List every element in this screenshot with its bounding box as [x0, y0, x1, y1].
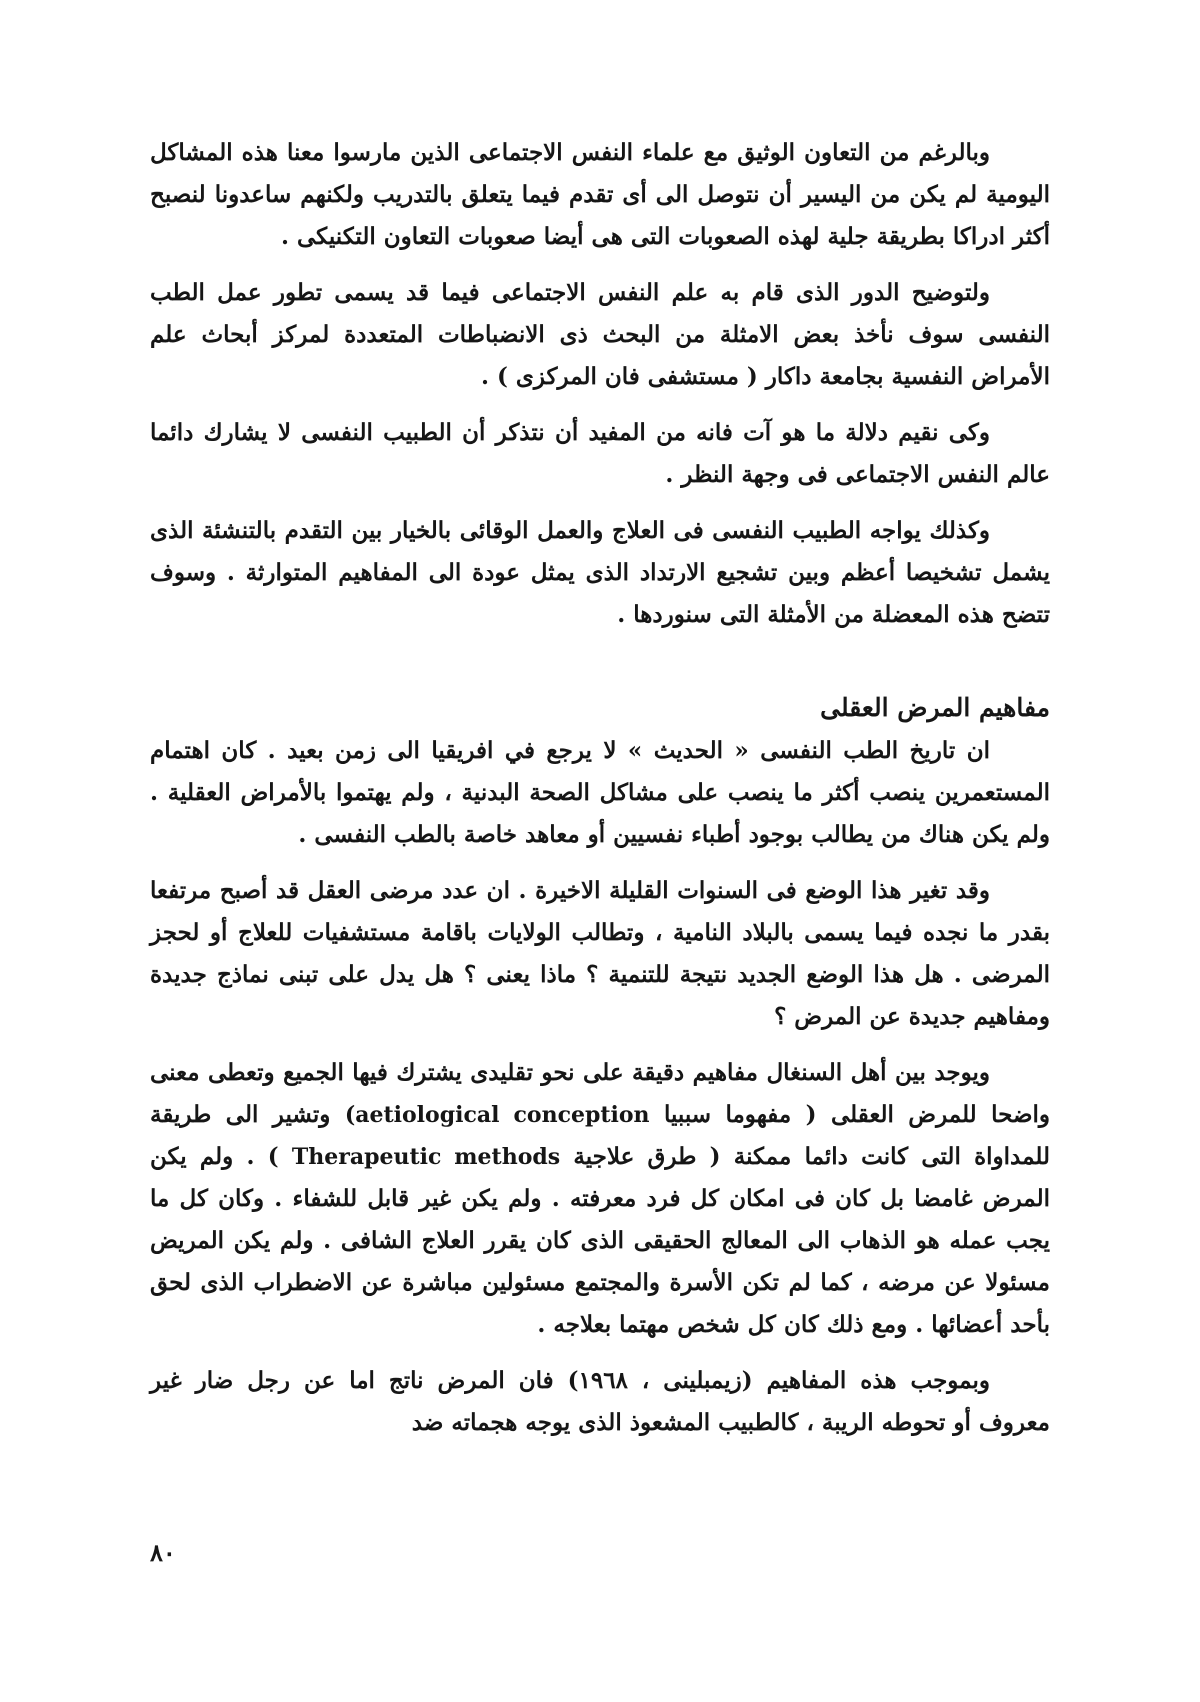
aetiological-term: (aetiological conception: [344, 1102, 650, 1128]
paragraph-history: ان تاريخ الطب النفسى « الحديث » لا يرجع في افريقيا الى زمن بعيد . كان اهتمام المستعمرين ينصب أكثر ما ينصب على مشاكل الصحة البدنية ، ولم يهتموا بالأمراض العقلية . ولم يكن هناك من يطالب بوجود أطباء نفسيين أو معاهد خاصة بالطب النفسى .: [150, 737, 1050, 848]
paragraph-zempleni: وبموجب هذه المفاهيم (زيمبلينى ، ١٩٦٨) فان المرض ناتج اما عن رجل ضار غير معروف أو تحوطه الريبة ، كالطبيب المشعوذ الذى يوجه هجماته ضد: [150, 1367, 1050, 1436]
senegal-text-part-1: ويوجد بين أهل السنغال مفاهيم دقيقة على نحو تقليدى يشترك فيها الجميع وتعطى معنى واضحا للمرض العقلى ( مفهوما سببيا: [150, 1059, 1050, 1128]
paragraph-recent-change: وقد تغير هذا الوضع فى السنوات القليلة الاخيرة . ان عدد مرضى العقل قد أصبح مرتفعا بقدر ما نجده فيما يسمى بالبلاد النامية ، وتطالب الولايات باقامة مستشفيات للعلاج أو لحجز المرضى . هل هذا الوضع الجديد نتيجة للتنمية ؟ ماذا يعنى ؟ هل يدل على تبنى نماذج جديدة ومفاهيم جديدة عن المرض ؟: [150, 877, 1050, 1030]
paragraph-social-psychology-role: ولتوضيح الدور الذى قام به علم النفس الاجتماعى فيما قد يسمى تطور عمل الطب النفسى سوف نأخذ بعض الامثلة من البحث ذى الانضباطات المتعددة لمركز أبحاث علم الأمراض النفسية بجامعة داكار ( مستشفى فان المركزى ) .: [150, 279, 1050, 390]
senegal-text-part-3: ) . ولم يكن المرض غامضا بل كان فى امكان كل فرد معرفته . ولم يكن غير قابل للشفاء . وكان كل ما يجب عمله هو الذهاب الى المعالج الحقيقى الذى كان يقرر العلاج الشافى . ولم يكن المريض مسئولا عن مرضه ، كما لم تكن الأسرة والمجتمع مسئولين مباشرة عن الاضطراب الذى لحق بأحد أعضائها . ومع ذلك كان كل شخص مهتما بعلاجه .: [150, 1143, 1050, 1338]
paragraph-cooperation: وبالرغم من التعاون الوثيق مع علماء النفس الاجتماعى الذين مارسوا معنا هذه المشاكل اليومية لم يكن من اليسير أن نتوصل الى أى تقدم فيما يتعلق بالتدريب ولكنهم ساعدونا لنصبح أكثر ادراكا بطريقة جلية لهذه الصعوبات التى هى أيضا صعوبات التعاون التكنيكى .: [150, 139, 1050, 250]
document-body: [150, 132, 1050, 1444]
section-heading: مفاهيم المرض العقلى: [820, 693, 1050, 722]
paragraph-senegal-concepts: [150, 1052, 1050, 1346]
paragraph-viewpoint: وكى نقيم دلالة ما هو آت فانه من المفيد أن نتذكر أن الطبيب النفسى لا يشارك دائما عالم النفس الاجتماعى فى وجهة النظر .: [150, 419, 1050, 488]
page-number: ٨٠: [150, 1538, 176, 1567]
paragraph-dilemma: وكذلك يواجه الطبيب النفسى فى العلاج والعمل الوقائى بالخيار بين التقدم بالتنشئة الذى يشمل تشخيصا أعظم وبين تشجيع الارتداد الذى يمثل عودة الى المفاهيم المتوارثة . وسوف تتضح هذه المعضلة من الأمثلة التى سنوردها .: [150, 517, 1050, 628]
senegal-text-part-2: وتشير الى طريقة للمداواة التى كانت دائما ممكنة ( طرق علاجية: [150, 1101, 1050, 1170]
therapeutic-term: Therapeutic methods: [291, 1144, 561, 1170]
